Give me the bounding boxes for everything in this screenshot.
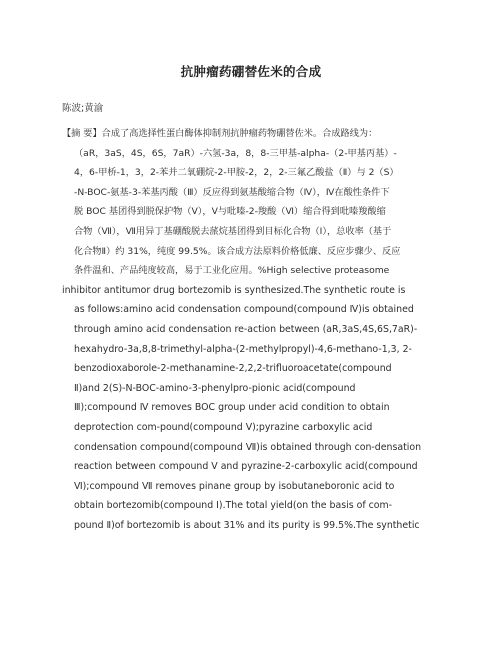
- abstract-line: 4，6-甲桥-1，3，2-苯并二氧硼烷-2-甲胺-2，2，2-三氟乙酸盐（Ⅱ）与 2（S）: [74, 167, 399, 179]
- abstract-line: 条件温和、产品纯度较高，易于工业化应用。%High selective proteasome: [74, 265, 390, 277]
- abstract-line: 化合物Ⅱ）约 31%，纯度 99.5%。该合成方法原料价格低廉、反应步骤少、反应: [74, 245, 401, 257]
- abstract-line: 合物（Ⅶ），Ⅶ用异丁基硼酸脱去蒎烷基团得到目标化合物（Ⅰ），总收率（基于: [74, 225, 392, 237]
- abstract-line: Ⅲ);compound Ⅳ removes BOC group under acid condition to obtain: [74, 402, 390, 414]
- abstract-line: obtain bortezomib(compound Ⅰ).The total yield(on the basis of com-: [74, 500, 393, 512]
- abstract-line: Ⅱ)and 2(S)-N-BOC-amino-3-phenylpro-pionic acid(compound: [74, 382, 356, 394]
- abstract-line: condensation compound(compound Ⅶ)is obtained through con-densation: [74, 441, 422, 453]
- abstract-line: Ⅵ);compound Ⅶ removes pinane group by isobutaneboronic acid to: [74, 480, 395, 492]
- abstract-line: 脱 BOC 基团得到脱保护物（Ⅴ），Ⅴ与吡嗪-2-羧酸（Ⅵ）缩合得到吡嗪羧酸缩: [74, 206, 386, 218]
- abstract-line: reaction between compound Ⅴ and pyrazine-2-carboxylic acid(compound: [74, 461, 418, 473]
- abstract: [62, 124, 442, 535]
- document-title: 抗肿瘤药硼替佐米的合成: [180, 64, 322, 79]
- abstract-line: through amino acid condensation re-action between (aR,3aS,4S,6S,7aR)-: [74, 323, 418, 335]
- abstract-line: deprotection com-pound(compound Ⅴ);pyrazine carboxylic acid: [74, 421, 373, 433]
- abstract-line: pound Ⅱ)of bortezomib is about 31% and its purity is 99.5%.The synthetic: [74, 519, 420, 531]
- abstract-line: as follows:amino acid condensation compound(compound Ⅳ)is obtained: [74, 304, 414, 316]
- document-authors: 陈波;黄渝: [62, 103, 104, 114]
- abstract-line: （aR，3aS，4S，6S，7aR）-六氢-3a，8，8-三甲基-alpha-（2-甲基丙基）-: [74, 147, 397, 159]
- abstract-line: benzodioxaborole-2-methanamine-2,2,2-trifluoroacetate(compound: [74, 363, 392, 375]
- abstract-line: hexahydro-3a,8,8-trimethyl-alpha-(2-methylpropyl)-4,6-methano-1,3, 2-: [74, 343, 412, 355]
- abstract-line: -N-BOC-氨基-3-苯基丙酸（Ⅲ）反应得到氨基酸缩合物（Ⅳ），Ⅳ在酸性条件下: [74, 186, 390, 198]
- abstract-line: inhibitor antitumor drug bortezomib is synthesized.The synthetic route is: [62, 284, 406, 296]
- abstract-line: 【摘 要】合成了高选择性蛋白酶体抑制剂抗肿瘤药物硼替佐米。合成路线为：: [62, 128, 378, 139]
